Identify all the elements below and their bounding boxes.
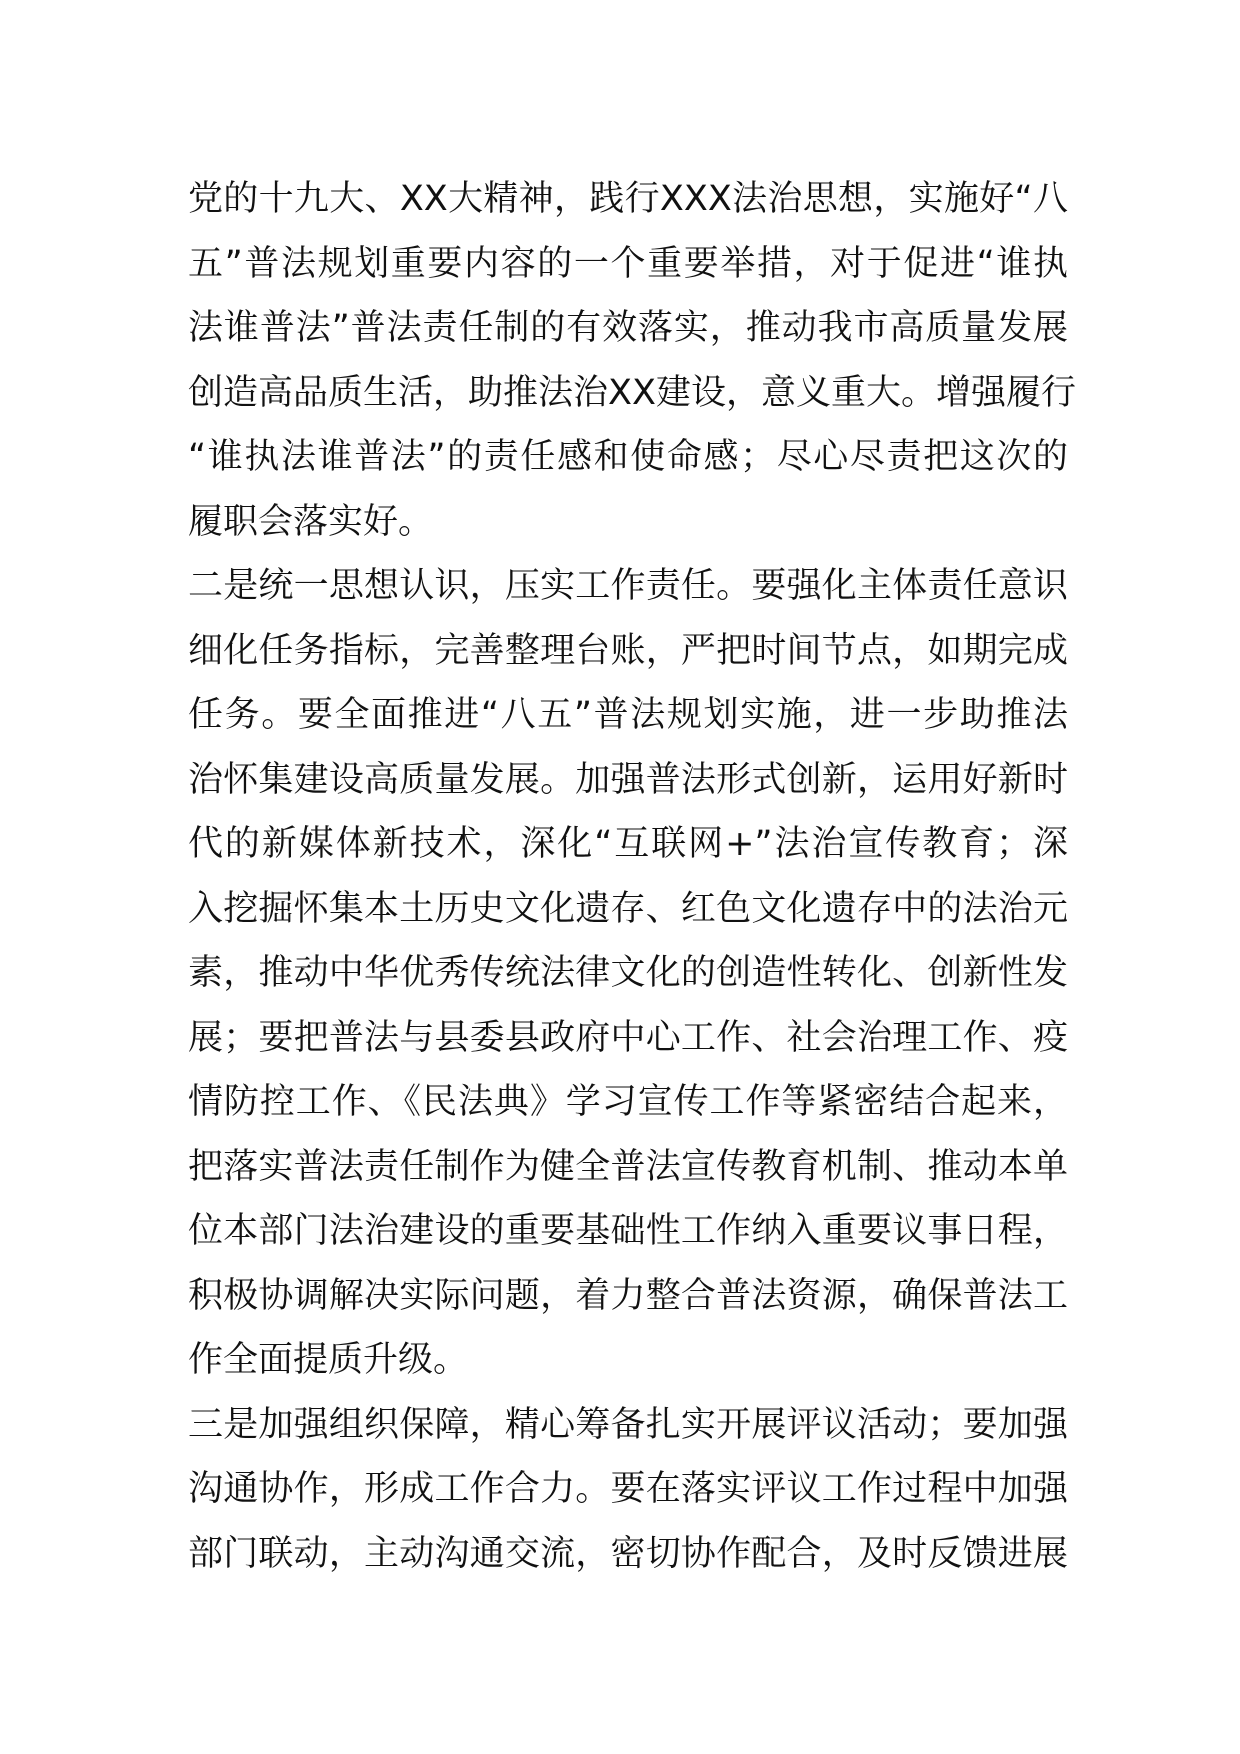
text-line: 法谁普法”普法责任制的有效落实，推动我市高质量发展 bbox=[188, 308, 1068, 348]
text-line: 情防控工作、《民法典》学习宣传工作等紧密结合起来， bbox=[188, 1082, 1068, 1122]
text-line: 任务。要全面推进“八五”普法规划实施，进一步助推法 bbox=[188, 695, 1068, 735]
text-line: 入挖掘怀集本土历史文化遗存、红色文化遗存中的法治元 bbox=[188, 888, 1068, 929]
text-line: 积极协调解决实际问题，着力整合普法资源，确保普法工 bbox=[188, 1275, 1068, 1316]
text-line: “谁执法谁普法”的责任感和使命感；尽心尽责把这次的 bbox=[188, 437, 1068, 477]
body-text bbox=[188, 167, 1076, 1586]
text-line: 创造高品质生活，助推法治XX建设，意义重大。增强履行 bbox=[188, 372, 1076, 413]
text-line: 部门联动，主动沟通交流，密切协作配合，及时反馈进展 bbox=[188, 1533, 1068, 1574]
text-line: 党的十九大、XX大精神，践行XXX法治思想，实施好“八 bbox=[188, 179, 1068, 219]
text-line: 代的新媒体新技术，深化“互联网+”法治宣传教育；深 bbox=[188, 824, 1068, 864]
text-line: 作全面提质升级。 bbox=[188, 1340, 469, 1380]
text-line: 五”普法规划重要内容的一个重要举措，对于促进“谁执 bbox=[188, 243, 1068, 284]
text-line: 沟通协作，形成工作合力。要在落实评议工作过程中加强 bbox=[188, 1469, 1068, 1509]
text-line: 二是统一思想认识，压实工作责任。要强化主体责任意识 bbox=[188, 566, 1068, 606]
text-line: 治怀集建设高质量发展。加强普法形式创新，运用好新时 bbox=[188, 759, 1068, 800]
text-line: 位本部门法治建设的重要基础性工作纳入重要议事日程， bbox=[188, 1211, 1068, 1251]
text-line: 展；要把普法与县委县政府中心工作、社会治理工作、疫 bbox=[188, 1017, 1068, 1058]
text-line: 三是加强组织保障，精心筹备扎实开展评议活动；要加强 bbox=[188, 1404, 1068, 1445]
text-line: 履职会落实好。 bbox=[188, 501, 434, 542]
text-line: 把落实普法责任制作为健全普法宣传教育机制、推动本单 bbox=[188, 1146, 1068, 1187]
text-line: 素，推动中华优秀传统法律文化的创造性转化、创新性发 bbox=[188, 953, 1068, 993]
text-line: 细化任务指标，完善整理台账，严把时间节点，如期完成 bbox=[188, 630, 1068, 671]
